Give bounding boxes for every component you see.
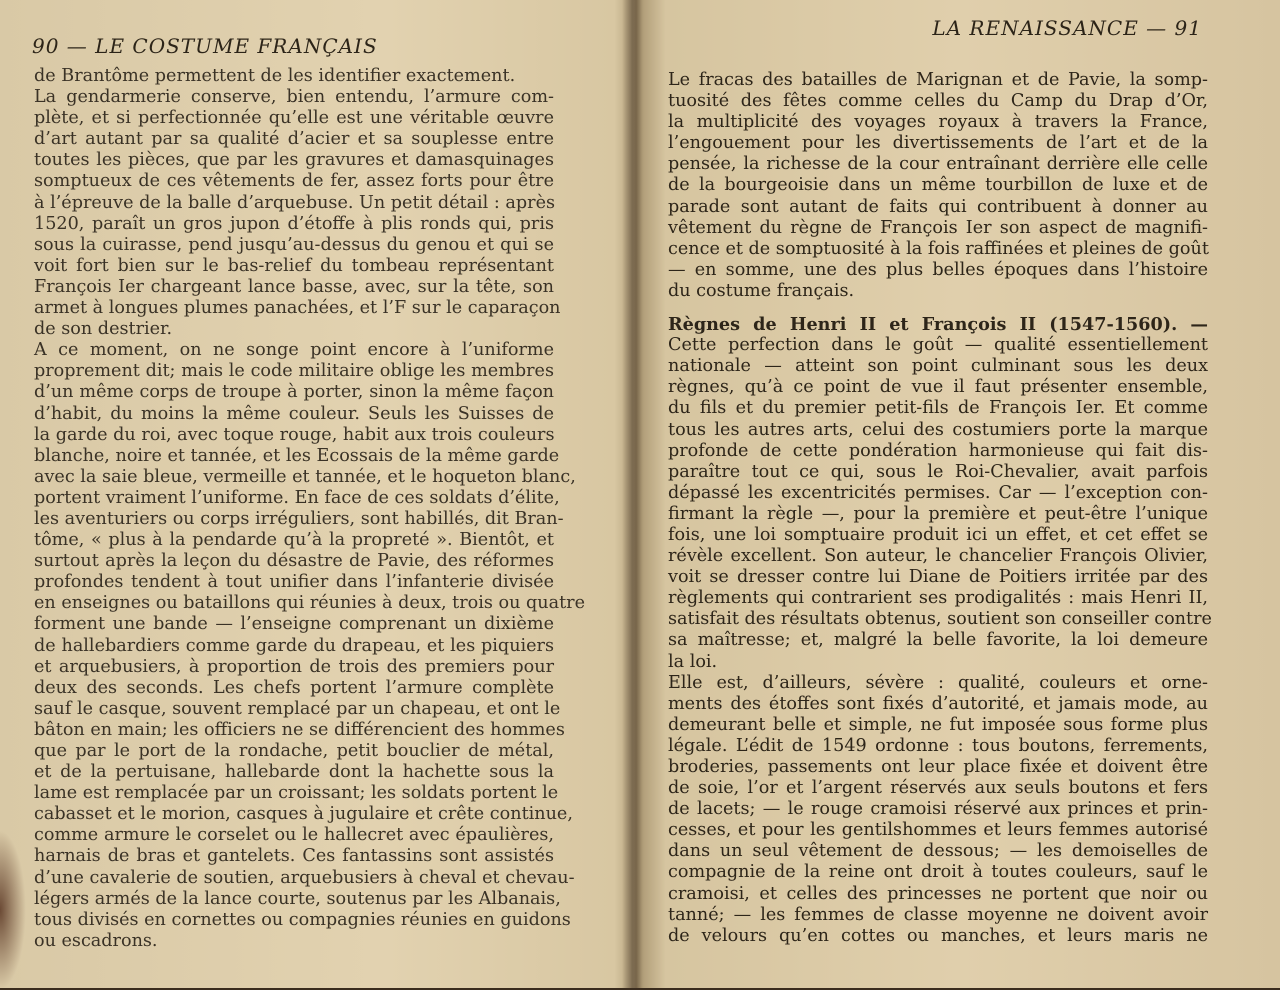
left-page (0, 0, 630, 988)
text-line: cence et de somptuosité à la fois raffinées et pleines de goût (668, 238, 1209, 259)
book-gutter (622, 0, 642, 988)
text-line: cesses, et pour les gentilshommes et leurs femmes autorisé (668, 820, 1208, 841)
text-line: Elle est, d’ailleurs, sévère : qualité, couleurs et orne- (668, 672, 1208, 693)
text-line: et de la pertuisane, hallebarde dont la hachette sous la (34, 762, 554, 783)
text-line: pensée, la richesse de la cour entraînant derrière elle celle (668, 154, 1208, 175)
text-line: Cette perfection dans le goût — qualité essentiellement (668, 335, 1208, 356)
text-line: ments des étoffes sont fixés d’autorité, et jamais mode, au (668, 693, 1208, 714)
text-line: profonde de cette pondération harmonieuse qui fait dis- (668, 440, 1208, 461)
text-line: somptueux de ces vêtements de fer, assez forts pour être (34, 171, 554, 192)
text-line: comme armure le corselet ou le hallecret avec épaulières, (34, 825, 554, 846)
right-running-head: LA RENAISSANCE — 91 (932, 16, 1202, 40)
text-line: harnais de bras et gantelets. Ces fantassins sont assistés (34, 846, 554, 867)
text-line: de son destrier. (34, 319, 173, 340)
thumb-shadow (0, 830, 26, 990)
text-line: la multiplicité des voyages royaux à travers la France, (668, 112, 1208, 133)
text-line: fois, une loi somptuaire produit ici un effet, et cet effet se (668, 524, 1208, 545)
text-line: satisfait des résultats obtenus, soutient son conseiller contre (668, 609, 1212, 630)
text-line: avec la saie bleue, vermeille et tannée, et le hoqueton blanc, (34, 466, 576, 487)
text-line: nationale — atteint son point culminant sous les deux (668, 356, 1208, 377)
text-line: cramoisi, et celles des princesses ne portent que noir ou (668, 883, 1208, 904)
text-line: profondes tendent à tout unifier dans l’infanterie divisée (34, 572, 554, 593)
text-line: demeurant belle et simple, ne fut imposée sous forme plus (668, 714, 1208, 735)
text-line: firmant la règle —, pour la première et peut-être l’unique (668, 503, 1208, 524)
text-line: à l’épreuve de la balle d’arquebuse. Un petit détail : après (34, 192, 556, 213)
text-line: sauf le casque, souvent remplacé par un chapeau, et ont le (34, 698, 561, 719)
paragraph-sumptuary-edict (668, 673, 1208, 947)
text-line: armet à longues plumes panachées, et l’F sur le caparaçon (34, 298, 561, 319)
text-line: la loi. (668, 651, 718, 672)
right-page-text (668, 70, 1212, 947)
text-line: légale. L’édit de 1549 ordonne : tous boutons, ferrements, (668, 735, 1208, 756)
text-line: du fils et du premier petit-fils de François Ier. Et comme (668, 398, 1208, 419)
text-line: de soie, l’or et l’argent réservés aux seuls boutons et fers (668, 778, 1208, 799)
text-line: broderies, passements ont leur place fixée et doivent être (668, 757, 1208, 777)
text-line: de la bourgeoisie dans un même tourbillon de luxe et de (668, 175, 1208, 196)
text-line: tous divisés en cornettes ou compagnies réunies en guidons (34, 909, 571, 930)
text-line: parade sont autant de faits qui contribuent à donner au (668, 196, 1208, 217)
text-line: bâton en main; les officiers ne se différencient des hommes (34, 719, 565, 740)
text-line: d’un même corps de troupe à porter, sinon la même façon (34, 382, 554, 403)
text-line: voit se dresser contre lui Diane de Poitiers irritée par des (668, 567, 1208, 588)
text-line: ou escadrons. (34, 930, 158, 951)
text-line: paraître tout ce qui, sous le Roi-Chevalier, avait parfois (668, 461, 1208, 482)
text-line: plète, et si perfectionnée qu’elle est une véritable œuvre (34, 108, 554, 129)
text-line: tous les autres arts, celui des costumiers porte la marque (668, 419, 1208, 440)
text-line: tôme, « plus à la pendarde qu’à la propreté ». Bientôt, et (34, 530, 554, 551)
text-line: A ce moment, on ne songe point encore à l’uniforme (34, 340, 554, 361)
text-line: La gendarmerie conserve, bien entendu, l’armure com- (34, 87, 554, 108)
section-heading: Règnes de Henri II et François II (1547-1560). — (668, 314, 1208, 336)
paragraph-renaissance-splendor (668, 70, 1208, 302)
text-line: légers armés de la lance courte, soutenus par les Albanais, (34, 888, 561, 909)
text-line: toutes les pièces, que par les gravures et damasquinages (34, 150, 554, 171)
text-line: règlements qui contrarient ses prodigalités : mais Henri II, (668, 588, 1208, 609)
text-line: de lacets; — le rouge cramoisi réservé aux princes et prin- (668, 799, 1208, 820)
text-line: dans un seul vêtement de dessous; — les demoiselles de (668, 841, 1208, 862)
text-line: François Ier chargeant lance basse, avec, sur la tête, son (34, 276, 554, 297)
text-line: vêtement du règne de François Ier son aspect de magnifi- (668, 217, 1208, 238)
text-line: les aventuriers ou corps irréguliers, sont habillés, dit Bran- (34, 508, 564, 529)
text-line: cabasset et le morion, casques à jugulaire et crête continue, (34, 804, 573, 825)
text-line: sous la cuirasse, pend jusqu’au-dessus du genou et qui se (34, 234, 554, 255)
text-line: proprement dit; mais le code militaire oblige les membres (34, 361, 554, 382)
text-line: blanche, noire et tannée, et les Ecossais de la même garde (34, 445, 560, 466)
text-line: tuosité des fêtes comme celles du Camp du Drap d’Or, (668, 91, 1208, 112)
text-line: que par le port de la rondache, petit bouclier de métal, (34, 741, 554, 761)
text-line: révèle excellent. Son auteur, le chancelier François Olivier, (668, 546, 1208, 567)
text-line: surtout après la leçon du désastre de Pavie, des réformes (34, 551, 554, 572)
text-line: — en somme, une des plus belles époques dans l’histoire (668, 259, 1208, 280)
text-line: Le fracas des batailles de Marignan et de Pavie, la somp- (668, 70, 1208, 90)
text-line: deux des seconds. Les chefs portent l’armure complète (34, 677, 554, 698)
text-line: voit fort bien sur le bas-relief du tombeau représentant (34, 255, 554, 276)
text-line: dépassé les excentricités permises. Car — l’exception con- (668, 482, 1208, 503)
paragraph-henri-ii (668, 335, 1212, 673)
text-line: d’art autant par sa qualité d’acier et sa souplesse entre (34, 129, 554, 150)
text-line: la garde du roi, avec toque rouge, habit aux trois couleurs (34, 424, 555, 445)
text-line: de velours qu’en cottes ou manches, et leurs maris ne (668, 925, 1208, 946)
text-line: du costume français. (668, 280, 855, 301)
text-line: portent vraiment l’uniforme. En face de ces soldats d’élite, (34, 487, 560, 508)
text-line: tanné; — les femmes de classe moyenne ne doivent avoir (668, 904, 1208, 925)
text-line: en enseignes ou bataillons qui réunies à deux, trois ou quatre (34, 593, 585, 614)
text-line: d’habit, du moins la même couleur. Seuls les Suisses de (34, 403, 554, 424)
text-line: d’une cavalerie de soutien, arquebusiers à cheval et chevau- (34, 867, 575, 888)
left-page-text (34, 66, 585, 952)
text-line: compagnie de la reine ont droit à toutes couleurs, sauf le (668, 862, 1208, 883)
text-line: forment une bande — l’enseigne comprenant un dixième (34, 614, 554, 635)
text-line: 1520, paraît un gros jupon d’étoffe à plis ronds qui, pris (34, 213, 554, 234)
text-line: sa maîtresse; et, malgré la belle favorite, la loi demeure (668, 630, 1208, 651)
text-line: l’engouement pour les divertissements de l’art et de la (668, 133, 1208, 154)
right-page (640, 0, 1280, 988)
text-line: de Brantôme permettent de les identifier exactement. (34, 66, 516, 86)
left-running-head: 90 — LE COSTUME FRANÇAIS (32, 34, 378, 58)
text-line: lame est remplacée par un croissant; les soldats portent le (34, 783, 559, 804)
text-line: de hallebardiers comme garde du drapeau, et les piquiers (34, 635, 554, 656)
text-line: règnes, qu’à ce point de vue il faut présenter ensemble, (668, 377, 1208, 398)
text-line: et arquebusiers, à proportion de trois des premiers pour (34, 656, 554, 677)
